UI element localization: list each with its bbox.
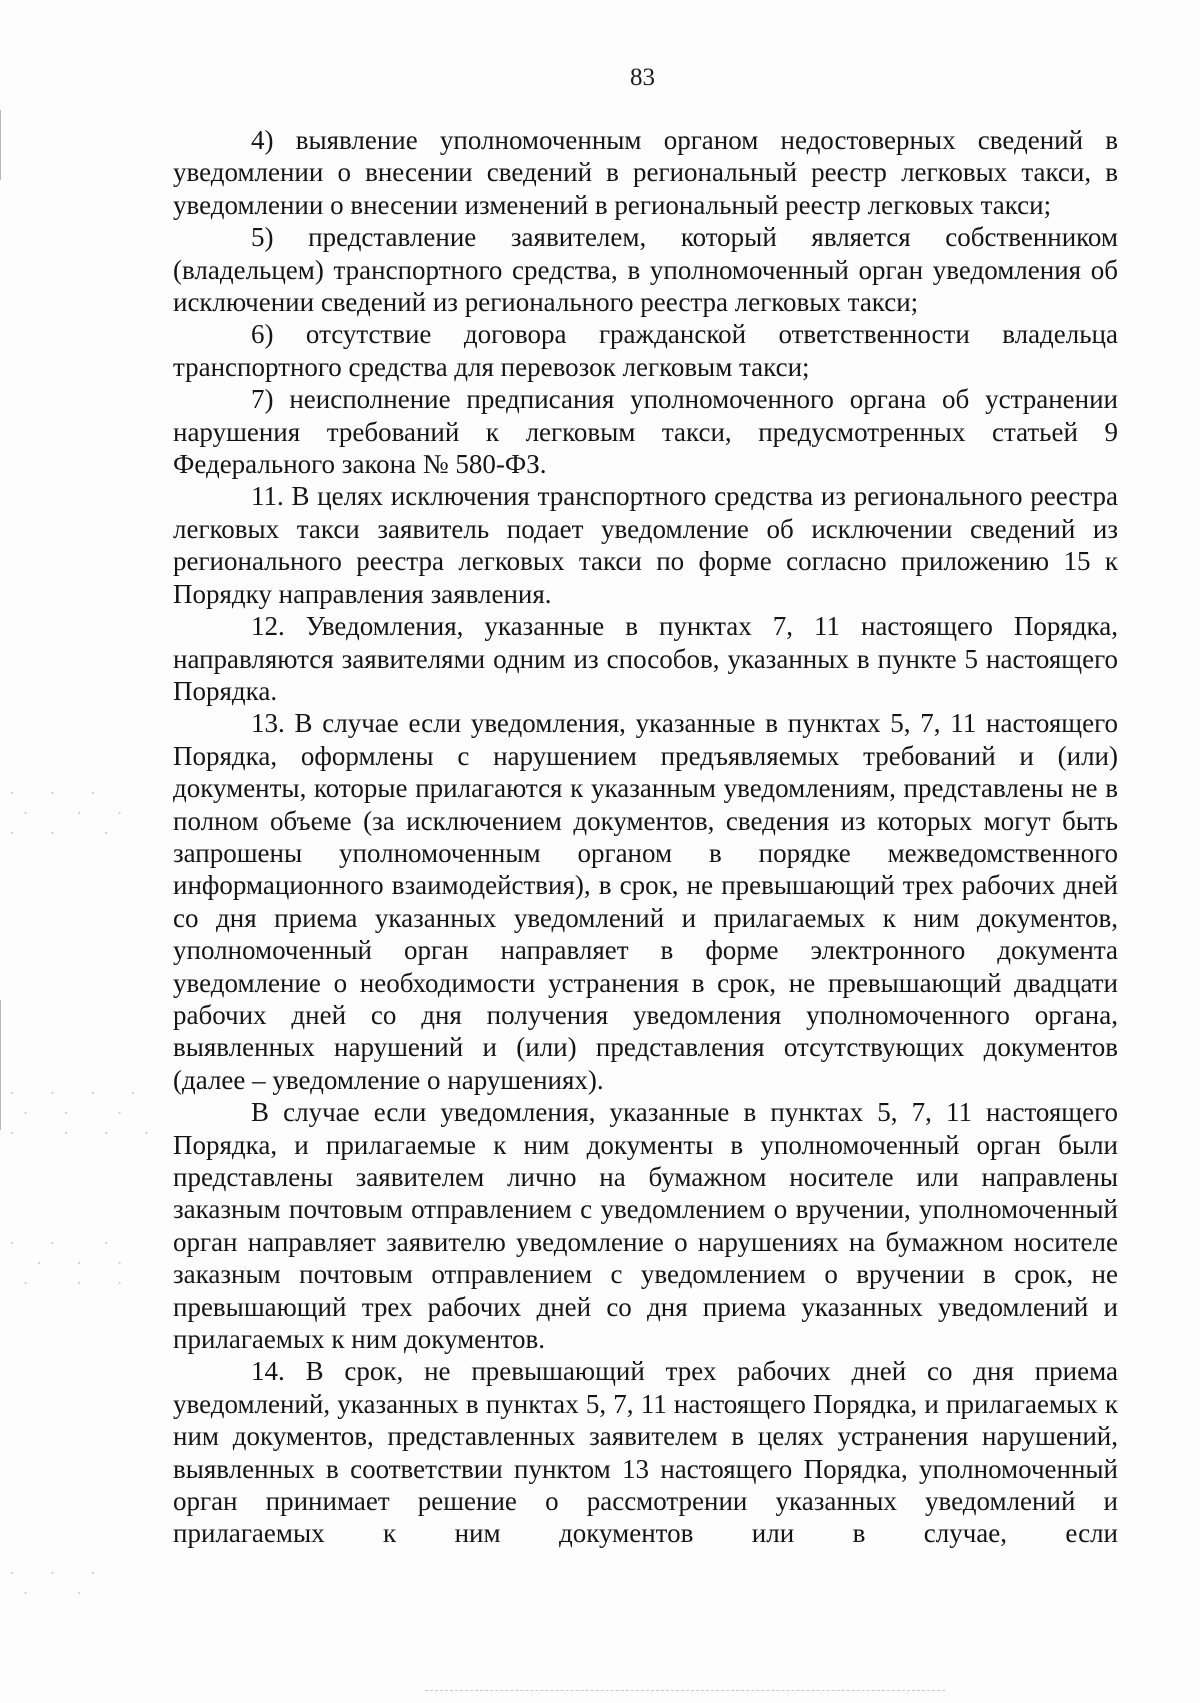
scan-edge-mark xyxy=(0,1000,1,1130)
paragraph-clause-14: 14. В срок, не превышающий трех рабочих дней со дня приема уведомлений, указанных в пунктах 5, 7, 11 настоящего Порядка, и прилагаемых к ним документов, представленных заявителем в целях устранения нарушений, выявленных в соответствии пунктом 13 настоящего Порядка, уполномоченный орган принимает решение о рассмотрении указанных уведомлений и прилагаемых к ним документов или в случае, если xyxy=(173,1356,1118,1549)
paragraph-item-5: 5) представление заявителем, который является собственником (владельцем) транспортного средства, в уполномоченный орган уведомления об исключении сведений из регионального реестра легковых такси; xyxy=(173,222,1118,318)
scan-bottom-edge xyxy=(425,1690,945,1692)
scan-noise: . . . . . . . . . xyxy=(8,1232,129,1288)
scan-noise: . . . . . . . . . xyxy=(8,782,129,838)
document-body xyxy=(173,124,1118,1550)
paragraph-item-7: 7) неисполнение предписания уполномоченного органа об устранении нарушения требований к легковым такси, предусмотренных статьей 9 Федерального закона № 580-ФЗ. xyxy=(173,384,1118,480)
scan-edge-mark xyxy=(0,110,1,180)
scan-noise: . . . . . . . . . . . xyxy=(8,1082,156,1138)
paragraph-clause-11: 11. В целях исключения транспортного средства из регионального реестра легковых такси заявитель подает уведомление об исключении сведений из регионального реестра легковых такси по форме согласно приложению 15 к Порядку направления заявления. xyxy=(173,481,1118,609)
paragraph-item-6: 6) отсутствие договора гражданской ответственности владельца транспортного средства для перевозок легковым такси; xyxy=(173,319,1118,382)
paragraph-clause-13-continued: В случае если уведомления, указанные в пунктах 5, 7, 11 настоящего Порядка, и прилагаемые к ним документы в уполномоченный орган были представлены заявителем лично на бумажном носителе или направлены заказным почтовым отправлением с уведомлением о вручении, уполномоченный орган направляет заявителю уведомление о нарушениях на бумажном носителе заказным почтовым отправлением с уведомлением о вручении в срок, не превышающий трех рабочих дней со дня приема указанных уведомлений и прилагаемых к ним документов. xyxy=(173,1097,1118,1355)
scan-noise: . . . . . xyxy=(8,1562,103,1598)
paragraph-item-4: 4) выявление уполномоченным органом недостоверных сведений в уведомлении о внесении сведений в региональный реестр легковых такси, в уведомлении о внесении изменений в региональный реестр легковых такси; xyxy=(173,125,1118,220)
page-number: 83 xyxy=(630,64,655,91)
paragraph-clause-13: 13. В случае если уведомления, указанные в пунктах 5, 7, 11 настоящего Порядка, оформлены с нарушением предъявляемых требований и (или) документы, которые прилагаются к указанным уведомлениям, представлены не в полном объеме (за исключением документов, сведения из которых могут быть запрошены уполномоченным органом в порядке межведомственного информационного взаимодействия), в срок, не превышающий трех рабочих дней со дня приема указанных уведомлений и прилагаемых к ним документов, уполномоченный орган направляет в форме электронного документа уведомление о необходимости устранения в срок, не превышающий двадцати рабочих дней со дня получения уведомления уполномоченного органа, выявленных нарушений и (или) представления отсутствующих документов (далее – уведомление о нарушениях). xyxy=(173,708,1118,1095)
paragraph-clause-12: 12. Уведомления, указанные в пунктах 7, 11 настоящего Порядка, направляются заявителями одним из способов, указанных в пункте 5 настоящего Порядка. xyxy=(173,611,1118,706)
